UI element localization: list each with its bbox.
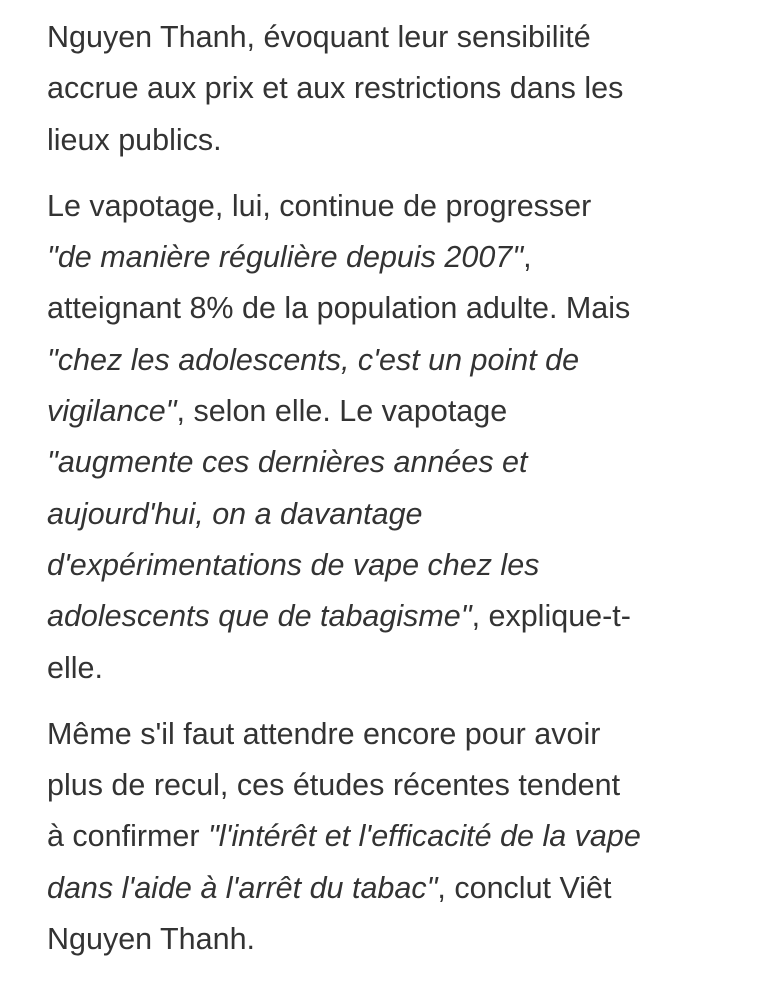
- text-line: [47, 12, 728, 63]
- quoted-text: "l'intérêt et l'efficacité de la vape: [208, 819, 641, 854]
- text-line: [47, 540, 728, 591]
- text-line: [47, 760, 728, 811]
- quoted-text: adolescents que de tabagisme": [47, 599, 472, 634]
- text-line: [47, 386, 728, 437]
- text-line: [47, 437, 728, 488]
- quoted-text: aujourd'hui, on a davantage: [47, 496, 423, 531]
- quoted-text: vigilance": [47, 394, 177, 429]
- text-run: , explique-t-: [471, 599, 631, 634]
- text-run: atteignant 8% de la population adulte. Mais: [47, 291, 631, 326]
- quoted-text: "de manière régulière depuis 2007": [47, 240, 524, 275]
- text-line: [47, 63, 728, 114]
- text-line: [47, 643, 728, 694]
- text-run: ,: [523, 240, 532, 275]
- text-run: Même s'il faut attendre encore pour avoir: [47, 716, 601, 751]
- text-line: [47, 914, 728, 965]
- paragraph-2: [47, 181, 728, 694]
- quoted-text: d'expérimentations de vape chez les: [47, 547, 540, 582]
- quoted-text: "chez les adolescents, c'est un point de: [47, 342, 580, 377]
- quoted-text: "augmente ces dernières années et: [47, 445, 528, 480]
- text-run: elle.: [47, 650, 103, 685]
- text-run: Nguyen Thanh.: [47, 922, 256, 957]
- paragraph-3: [47, 709, 728, 965]
- text-line: [47, 489, 728, 540]
- text-line: [47, 709, 728, 760]
- text-run: à confirmer: [47, 819, 209, 854]
- text-line: [47, 115, 728, 166]
- text-line: [47, 232, 728, 283]
- text-line: [47, 181, 728, 232]
- text-line: [47, 283, 728, 334]
- text-run: plus de recul, ces études récentes tendent: [47, 768, 621, 803]
- text-line: [47, 863, 728, 914]
- text-line: [47, 591, 728, 642]
- text-run: accrue aux prix et aux restrictions dans les: [47, 71, 624, 106]
- text-run: Nguyen Thanh, évoquant leur sensibilité: [47, 20, 591, 54]
- text-run: lieux publics.: [47, 122, 222, 157]
- text-line: [47, 811, 728, 862]
- text-line: [47, 335, 728, 386]
- text-run: , conclut Viêt: [437, 870, 612, 905]
- text-run: Le vapotage, lui, continue de progresser: [47, 188, 592, 223]
- text-run: , selon elle. Le vapotage: [176, 394, 508, 429]
- quoted-text: dans l'aide à l'arrêt du tabac": [47, 870, 438, 905]
- paragraph-1: [47, 12, 728, 166]
